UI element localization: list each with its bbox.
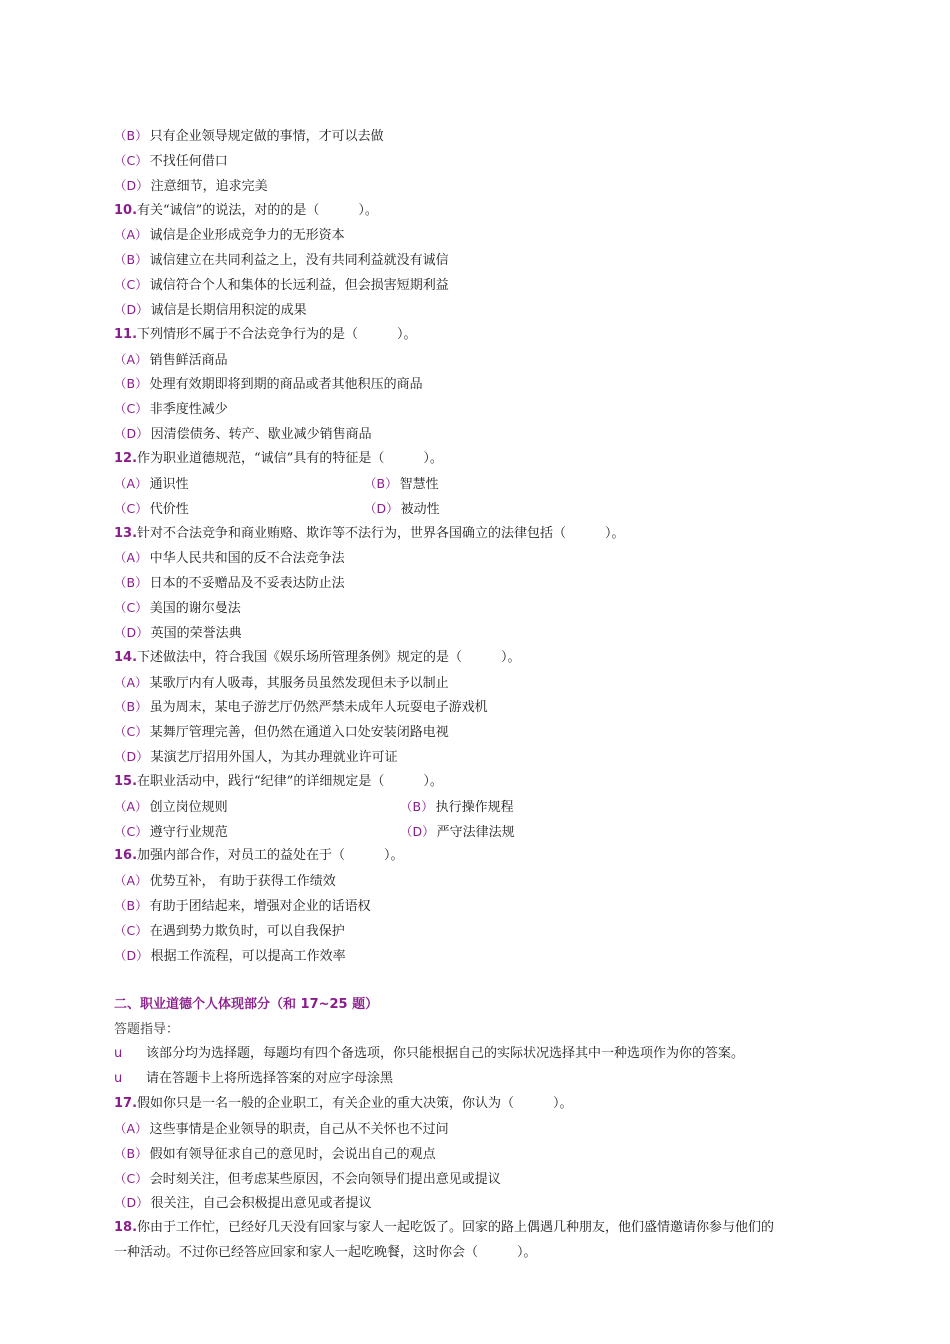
option-label: （A） bbox=[114, 674, 148, 690]
question-number: 12. bbox=[114, 450, 138, 466]
guide-title: 答题指导： bbox=[114, 1021, 180, 1037]
question-stem bbox=[114, 770, 854, 795]
question-number: 18. bbox=[114, 1220, 138, 1236]
option-label: （C） bbox=[114, 277, 148, 293]
question-number: 15. bbox=[114, 773, 138, 789]
question-number: 14. bbox=[114, 649, 138, 665]
option-c bbox=[114, 720, 854, 745]
bullet-icon: u bbox=[114, 1071, 123, 1087]
option-c bbox=[114, 149, 854, 174]
question-number: 16. bbox=[114, 848, 138, 864]
option-text: 只有企业领导规定做的事情，才可以去做 bbox=[149, 129, 384, 144]
question-stem bbox=[114, 447, 854, 472]
option-text: 注意细节，追求完美 bbox=[150, 178, 268, 194]
option-text: 代价性 bbox=[149, 501, 189, 517]
option-d bbox=[114, 298, 854, 323]
option-text: 诚信是企业形成竞争力的无形资本 bbox=[149, 228, 345, 244]
question-stem bbox=[114, 1216, 854, 1241]
option-text: 智慧性 bbox=[399, 476, 439, 492]
option-label: （A） bbox=[114, 351, 148, 367]
option-text: 通识性 bbox=[149, 476, 189, 492]
option-text: 日本的不妥赠品及不妥表达防止法 bbox=[149, 576, 345, 592]
option-b bbox=[114, 695, 854, 720]
option-b bbox=[114, 894, 854, 919]
option-text: 某舞厅管理完善，但仍然在通道入口处安装闭路电视 bbox=[149, 725, 449, 741]
option-label: （D） bbox=[114, 177, 149, 193]
option-label: （A） bbox=[114, 475, 148, 491]
option-row bbox=[114, 472, 854, 497]
option-text: 英国的荣誉法典 bbox=[150, 625, 242, 641]
question-text: 作为职业道德规范，“诚信”具有的特征是（ ）。 bbox=[137, 450, 443, 466]
option-label: （C） bbox=[114, 500, 148, 516]
option-text: 某歌厅内有人吸毒，其服务员虽然发现但未予以制止 bbox=[149, 675, 449, 691]
option-label: （B） bbox=[114, 575, 148, 591]
option-b bbox=[364, 472, 439, 498]
question-stem bbox=[114, 844, 854, 869]
option-text: 被动性 bbox=[400, 501, 440, 517]
option-a bbox=[114, 1117, 854, 1142]
question-text: 加强内部合作，对员工的益处在于（ ）。 bbox=[137, 848, 404, 864]
option-c bbox=[114, 273, 854, 298]
guide-text: 该部分均为选择题，每题均有四个备选项，你只能根据自己的实际状况选择其中一种选项作为你的答案。 bbox=[146, 1046, 745, 1062]
option-a bbox=[114, 223, 854, 248]
option-a bbox=[114, 546, 854, 571]
question-text: 假如你只是一名一般的企业职工，有关企业的重大决策，你认为（ ）。 bbox=[137, 1096, 573, 1112]
question-stem bbox=[114, 646, 854, 671]
option-label: （B） bbox=[114, 699, 148, 715]
option-label: （B） bbox=[114, 898, 148, 914]
option-label: （D） bbox=[114, 1195, 149, 1211]
option-b bbox=[114, 1142, 854, 1167]
option-label: （C） bbox=[114, 401, 148, 417]
option-label: （D） bbox=[114, 301, 149, 317]
bullet-icon: u bbox=[114, 1046, 123, 1062]
option-c bbox=[114, 1167, 854, 1192]
question-text: 下列情形不属于不合法竞争行为的是（ ）。 bbox=[137, 326, 417, 342]
option-text: 销售鲜活商品 bbox=[149, 352, 228, 368]
question-text: 你由于工作忙，已经好几天没有回家与家人一起吃饭了。回家的路上偶遇几种朋友，他们盛情邀请你参与他们的 bbox=[137, 1220, 775, 1236]
option-c bbox=[114, 919, 854, 944]
option-a bbox=[114, 348, 854, 373]
option-a bbox=[114, 869, 854, 894]
question-number: 13. bbox=[114, 525, 138, 541]
option-label: （C） bbox=[114, 923, 148, 938]
option-label: （D） bbox=[400, 823, 435, 839]
option-label: （A） bbox=[114, 873, 148, 889]
option-c bbox=[114, 397, 854, 422]
option-b bbox=[114, 372, 854, 397]
question-text: 针对不合法竞争和商业贿赂、欺诈等不法行为，世界各国确立的法律包括（ ）。 bbox=[137, 525, 625, 541]
option-text: 在遇到势力欺负时，可以自我保护 bbox=[149, 924, 345, 939]
option-label: （D） bbox=[114, 947, 149, 963]
option-text: 根据工作流程，可以提高工作效率 bbox=[150, 948, 346, 964]
option-text: 假如有领导征求自己的意见时，会说出自己的观点 bbox=[149, 1146, 436, 1162]
option-text: 因清偿债务、转产、歇业减少销售商品 bbox=[150, 427, 372, 443]
guide-item bbox=[114, 1067, 854, 1092]
option-text: 美国的谢尔曼法 bbox=[149, 601, 241, 617]
option-label: （B） bbox=[114, 252, 148, 268]
option-label: （D） bbox=[114, 624, 149, 640]
option-c bbox=[114, 596, 854, 621]
option-text: 这些事情是企业领导的职责，自己从不关怀也不过问 bbox=[149, 1121, 449, 1137]
guide-item bbox=[114, 1042, 854, 1067]
option-label: （A） bbox=[114, 798, 148, 814]
option-text: 严守法律法规 bbox=[436, 824, 515, 840]
option-label: （C） bbox=[114, 600, 148, 616]
option-label: （C） bbox=[114, 724, 148, 740]
option-d bbox=[114, 745, 854, 770]
option-text: 诚信符合个人和集体的长远利益，但会损害短期利益 bbox=[149, 278, 449, 294]
option-label: （A） bbox=[114, 227, 148, 243]
option-text: 非季度性减少 bbox=[149, 402, 228, 418]
option-row bbox=[114, 820, 854, 845]
option-text: 虽为周末，某电子游艺厅仍然严禁未成年人玩耍电子游戏机 bbox=[149, 700, 488, 716]
question-stem-continued: 一种活动。不过你已经答应回家和家人一起吃晚餐，这时你会（ ）。 bbox=[114, 1245, 537, 1261]
option-d bbox=[114, 422, 854, 447]
option-d bbox=[364, 497, 440, 523]
option-text: 会时刻关注，但考虑某些原因，不会向领导们提出意见或提议 bbox=[149, 1171, 501, 1187]
option-text: 不找任何借口 bbox=[149, 153, 228, 169]
option-d bbox=[114, 621, 854, 646]
option-label: （D） bbox=[114, 426, 149, 442]
option-a bbox=[114, 671, 854, 696]
option-row bbox=[114, 795, 854, 820]
question-text: 有关“诚信”的说法，对的的是（ ）。 bbox=[137, 202, 378, 218]
section-heading: 二、职业道德个人体现部分（和 17~25 题） bbox=[114, 996, 379, 1012]
question-text: 下述做法中，符合我国《娱乐场所管理条例》规定的是（ ）。 bbox=[137, 649, 521, 665]
option-label: （A） bbox=[114, 1120, 148, 1136]
option-text: 处理有效期即将到期的商品或者其他积压的商品 bbox=[149, 377, 423, 393]
question-number: 17. bbox=[114, 1096, 138, 1112]
document-content bbox=[114, 124, 854, 1266]
option-label: （A） bbox=[114, 550, 148, 566]
option-text: 优势互补， 有助于获得工作绩效 bbox=[149, 874, 336, 890]
option-text: 中华人民共和国的反不合法竞争法 bbox=[149, 551, 345, 567]
question-stem bbox=[114, 1092, 854, 1117]
option-label: （C） bbox=[114, 1170, 148, 1186]
option-text: 有助于团结起来，增强对企业的话语权 bbox=[149, 899, 371, 915]
option-text: 诚信是长期信用积淀的成果 bbox=[150, 302, 307, 318]
question-number: 10. bbox=[114, 202, 138, 218]
question-number: 11. bbox=[114, 326, 138, 342]
option-row bbox=[114, 497, 854, 522]
option-text: 很关注，自己会积极提出意见或者提议 bbox=[150, 1196, 372, 1212]
question-stem bbox=[114, 199, 854, 224]
option-label: （B） bbox=[364, 475, 398, 491]
option-text: 创立岗位规则 bbox=[149, 799, 228, 815]
option-text: 诚信建立在共同利益之上，没有共同利益就没有诚信 bbox=[149, 253, 449, 269]
option-text: 执行操作规程 bbox=[435, 799, 514, 815]
option-d bbox=[114, 174, 854, 199]
option-text: 遵守行业规范 bbox=[149, 824, 228, 840]
option-b bbox=[114, 571, 854, 596]
option-label: （B） bbox=[114, 128, 148, 143]
option-label: （C） bbox=[114, 152, 148, 168]
guide-text: 请在答题卡上将所选择答案的对应字母涂黑 bbox=[146, 1071, 394, 1087]
option-label: （C） bbox=[114, 823, 148, 839]
option-b bbox=[400, 795, 514, 821]
question-stem bbox=[114, 323, 854, 348]
option-d bbox=[400, 820, 515, 846]
section-spacer bbox=[114, 969, 854, 993]
option-b bbox=[114, 124, 854, 149]
option-text: 某演艺厅招用外国人，为其办理就业许可证 bbox=[150, 750, 398, 766]
question-stem bbox=[114, 522, 854, 547]
option-label: （D） bbox=[364, 500, 399, 516]
option-label: （B） bbox=[114, 1145, 148, 1161]
option-b bbox=[114, 248, 854, 273]
option-d bbox=[114, 1191, 854, 1216]
option-d bbox=[114, 944, 854, 969]
option-label: （D） bbox=[114, 749, 149, 765]
option-label: （B） bbox=[400, 798, 434, 814]
question-text: 在职业活动中，践行“纪律”的详细规定是（ ）。 bbox=[137, 773, 443, 789]
option-label: （B） bbox=[114, 376, 148, 392]
